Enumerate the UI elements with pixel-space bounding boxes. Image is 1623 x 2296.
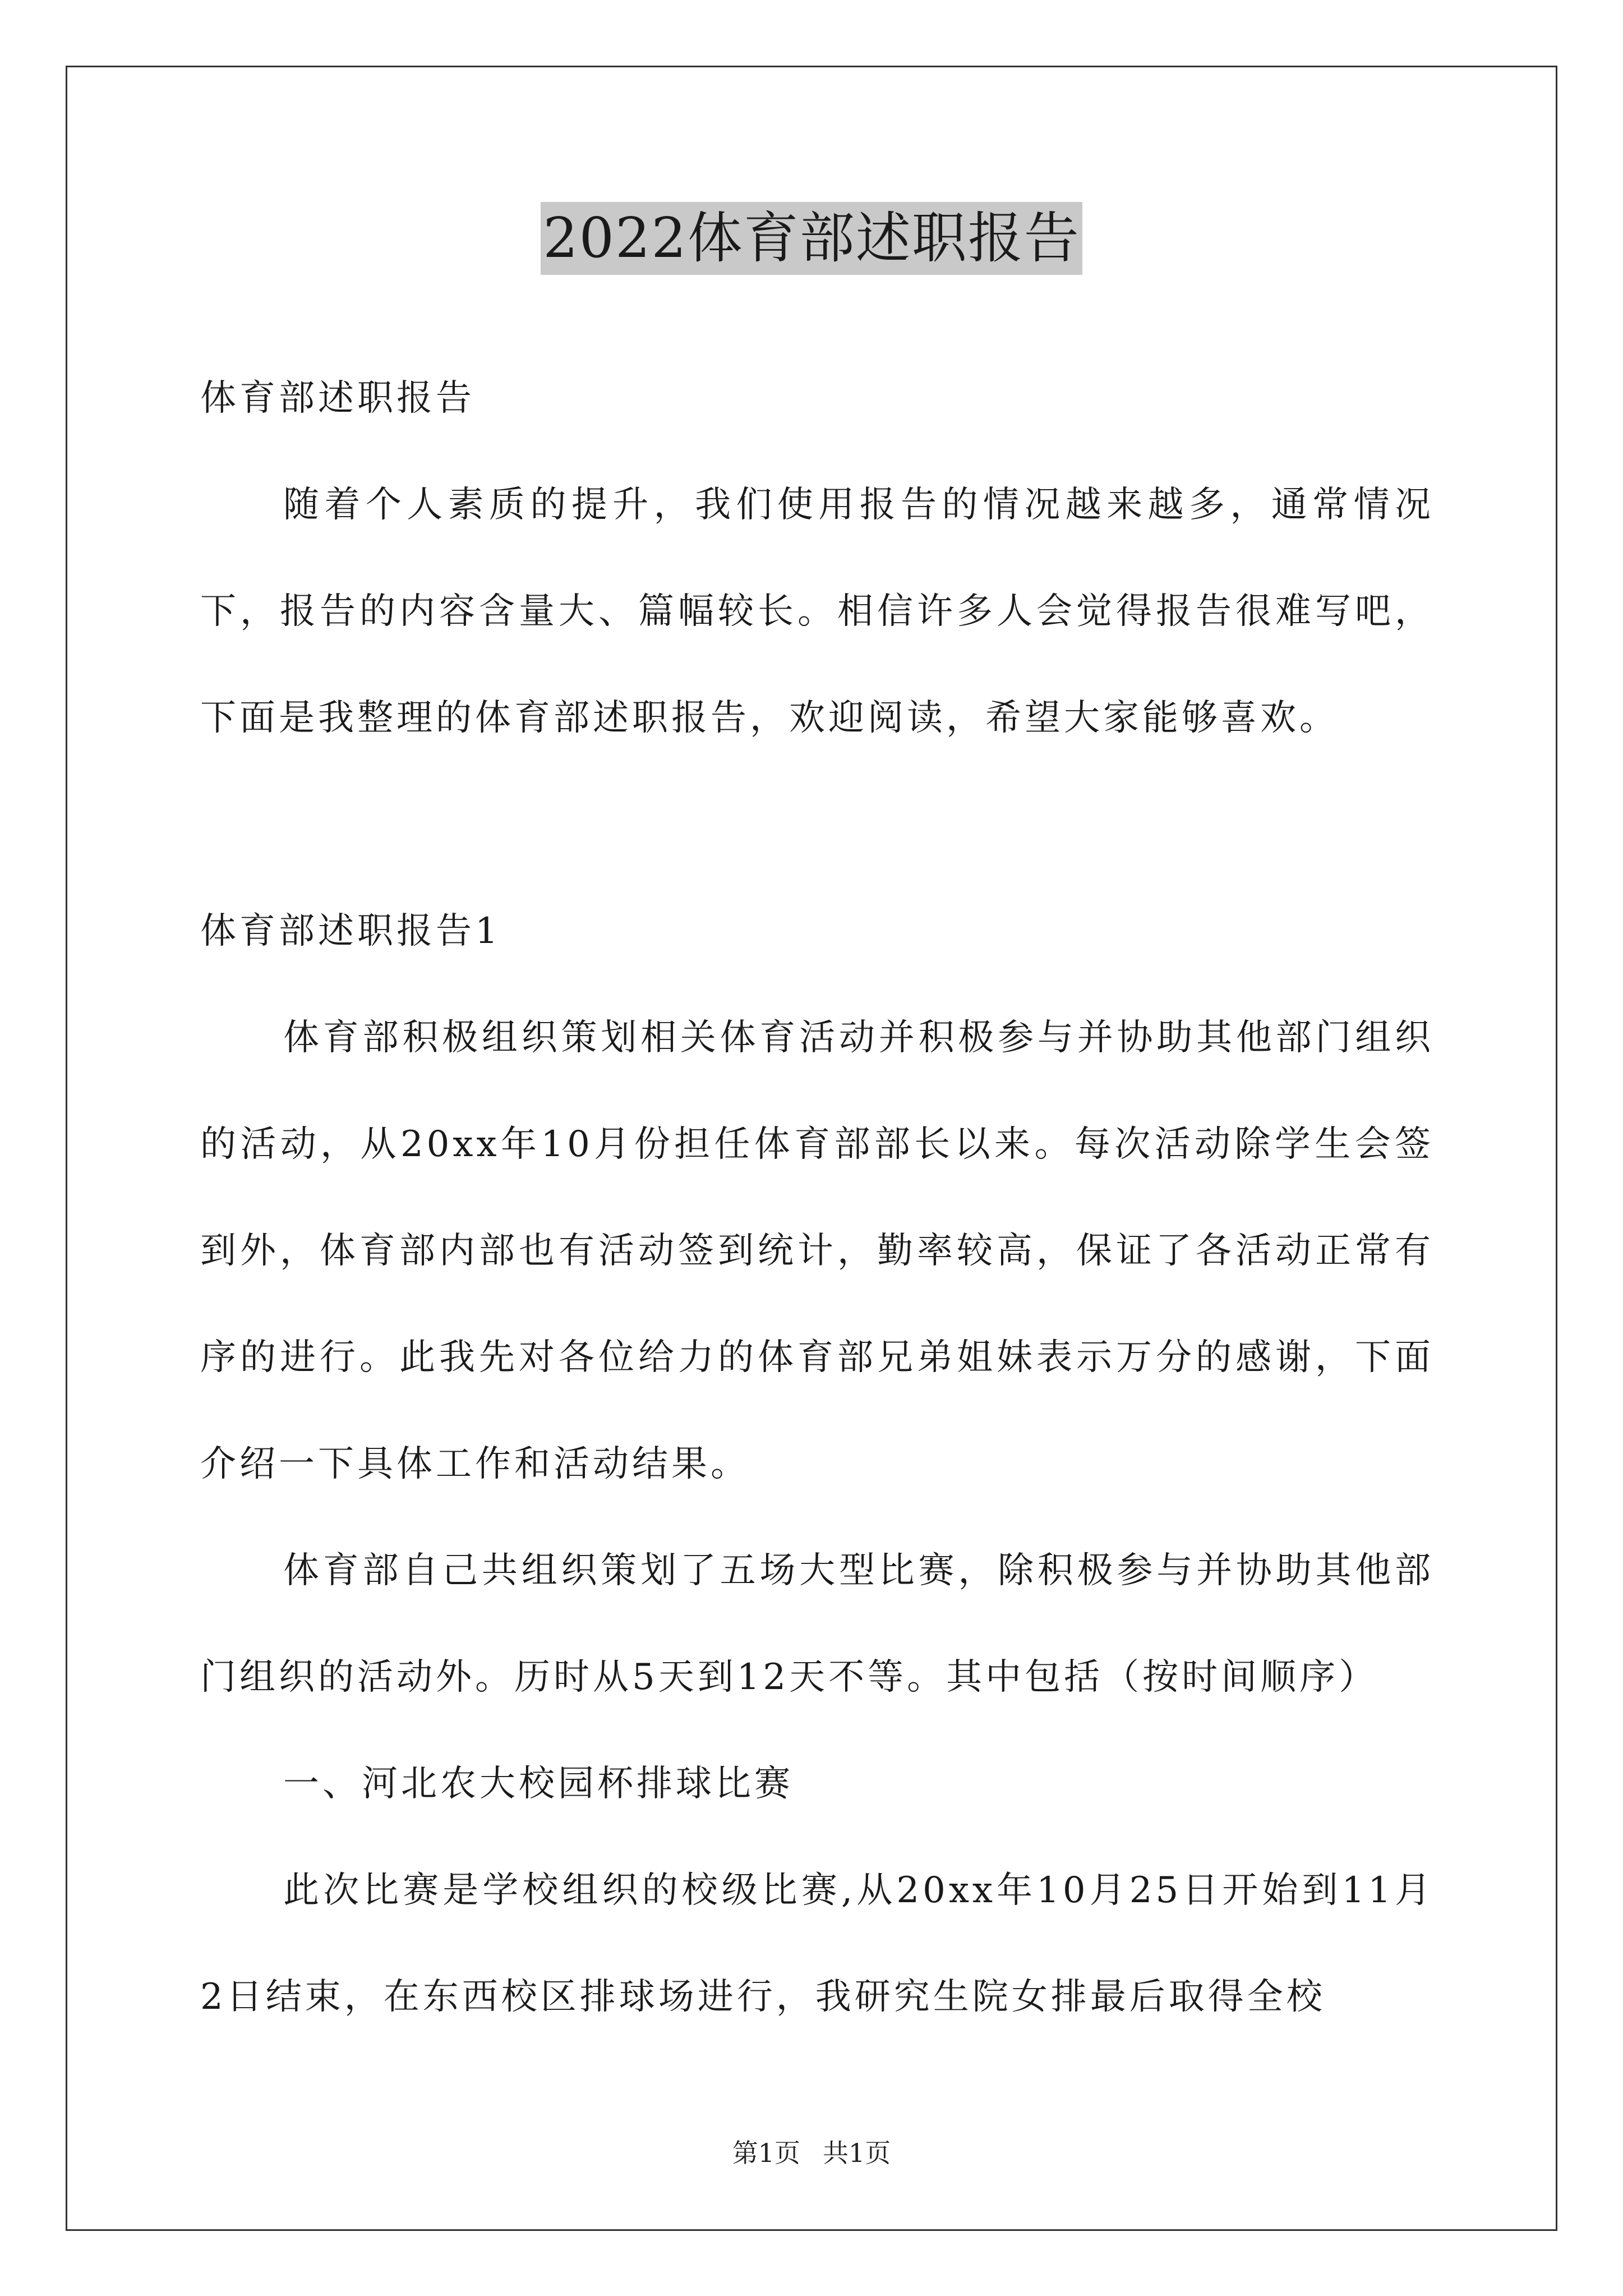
body-paragraph: 体育部积极组织策划相关体育活动并积极参与并协助其他部门组织的活动，从20xx年10月份担任体育部部长以来。每次活动除学生会签到外，体育部内部也有活动签到统计，勤率较高，保证了各活动正常有序的进行。此我先对各位给力的体育部兄弟姐妹表示万分的感谢，下面介绍一下具体工作和活动结果。: [200, 1017, 1434, 1485]
body-paragraph: 此次比赛是学校组织的校级比赛,从20xx年10月25日开始到11月2日结束，在东西校区排球场进行，我研究生院女排最后取得全校: [200, 1870, 1434, 2018]
title-container: [0, 202, 1623, 275]
page-footer: [0, 2136, 1623, 2170]
section-heading: 体育部述职报告: [200, 378, 475, 419]
page-total: 共1页: [823, 2138, 891, 2168]
body-paragraph: 体育部自己共组织策划了五场大型比赛，除积极参与并协助其他部门组织的活动外。历时从5天到12天不等。其中包括（按时间顺序）: [200, 1550, 1434, 1698]
paragraph-spacer: [200, 771, 1434, 878]
document-title: 2022体育部述职报告: [541, 202, 1082, 275]
subsection-heading: 一、河北农大校园杯排球比赛: [283, 1763, 794, 1805]
section-heading: 体育部述职报告1: [200, 910, 501, 952]
intro-paragraph: 随着个人素质的提升，我们使用报告的情况越来越多，通常情况下，报告的内容含量大、篇幅较长。相信许多人会觉得报告很难写吧，下面是我整理的体育部述职报告，欢迎阅读，希望大家能够喜欢。: [200, 484, 1434, 739]
document-body: [200, 345, 1434, 2050]
page-number: 第1页: [732, 2138, 800, 2168]
